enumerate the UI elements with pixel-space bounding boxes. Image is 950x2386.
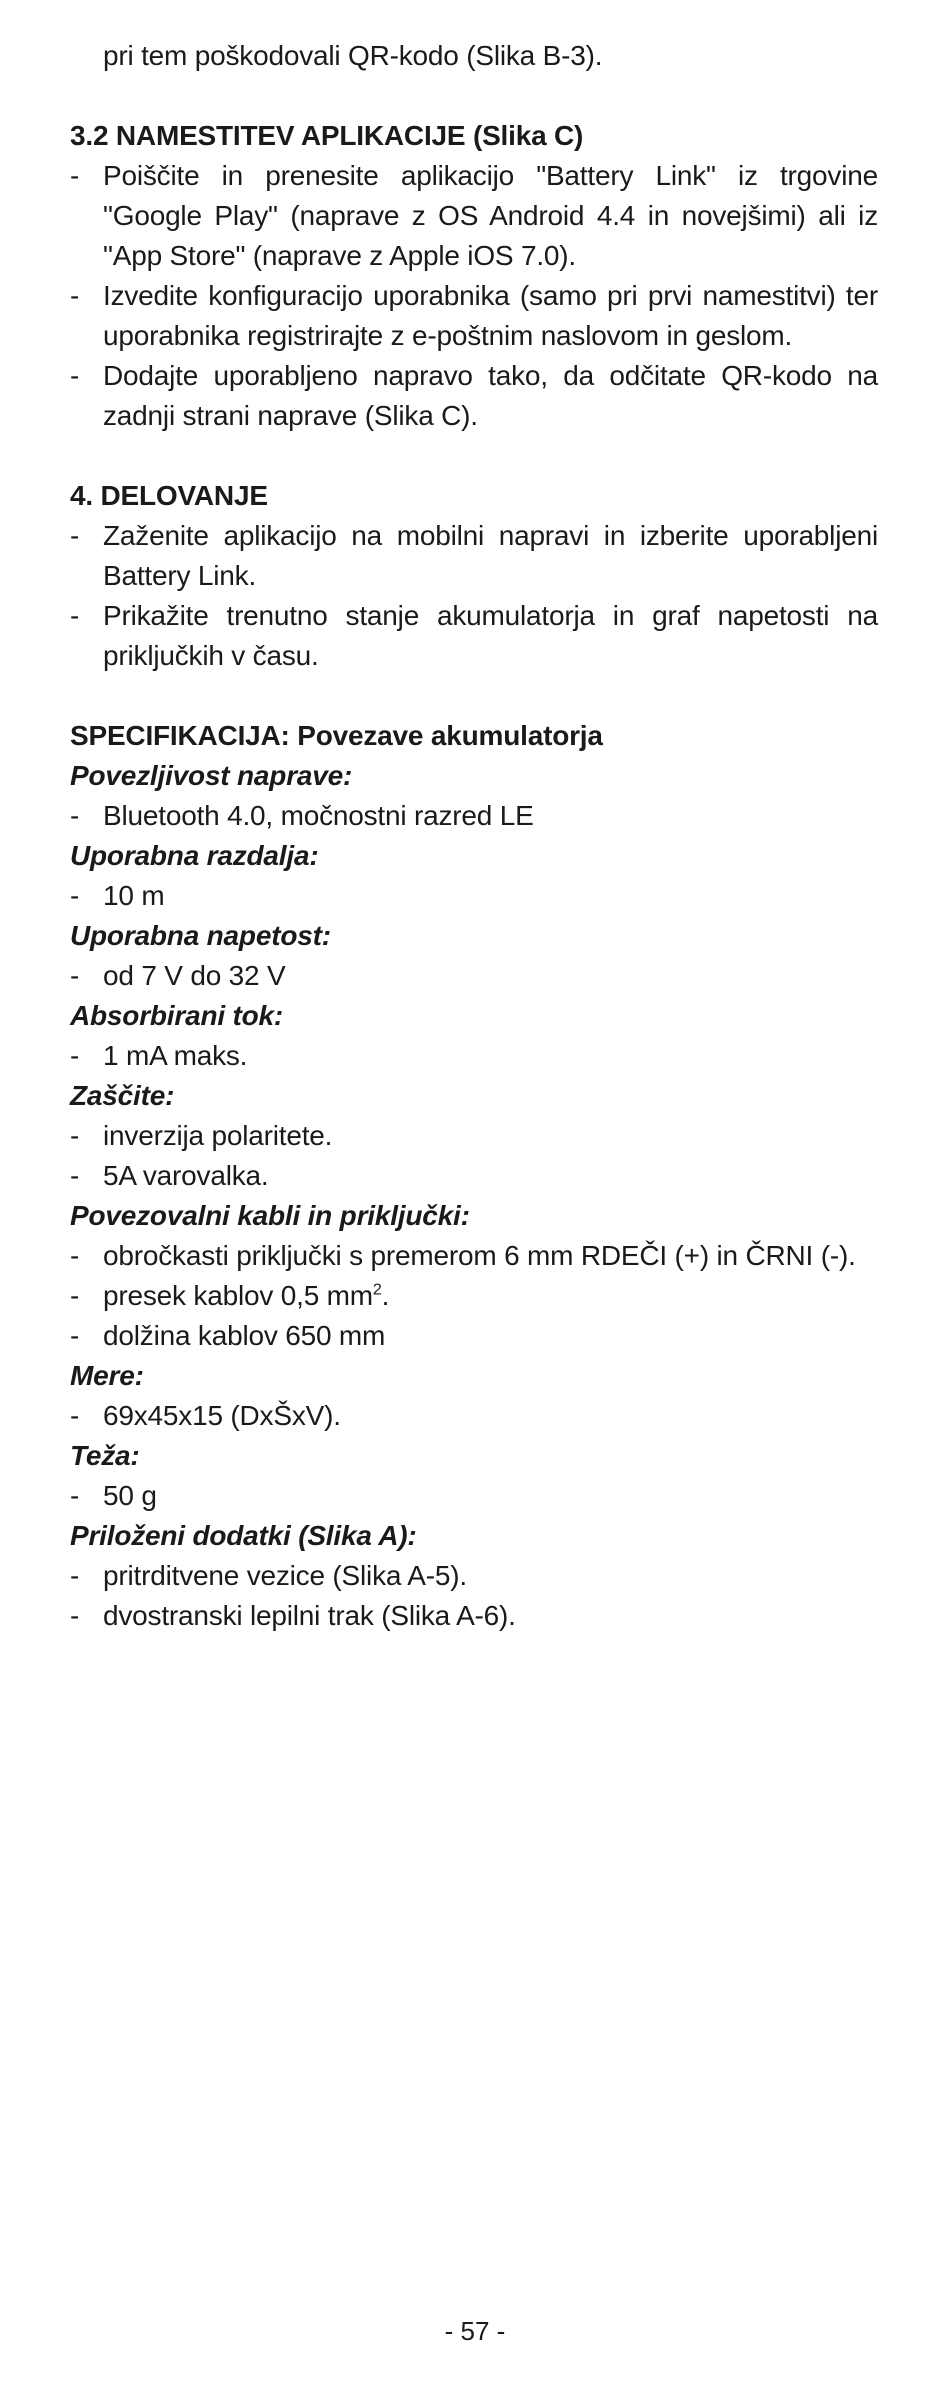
spec-value (70, 1316, 878, 1356)
list-item-text: Prikažite trenutno stanje akumulatorja in graf napetosti na priključkih v času. (103, 600, 878, 671)
manual-page (70, 36, 878, 1636)
list-item (70, 516, 878, 596)
bullet-dash: - (70, 1240, 80, 1271)
spec-value-text: . (381, 1280, 390, 1311)
spec-label-range: Uporabna razdalja: (70, 840, 319, 871)
spec-value-text: presek kablov 0,5 mm (103, 1280, 373, 1311)
list-item-text: Izvedite konfiguracijo uporabnika (samo pri prvi namestitvi) ter uporabnika registrirajte z e-poštnim naslovom in geslom. (103, 280, 878, 351)
spec-value (70, 1116, 878, 1156)
list-item (70, 156, 878, 276)
bullet-dash: - (70, 1320, 80, 1351)
spec-value (70, 1476, 878, 1516)
bullet-dash: - (70, 1160, 80, 1191)
spec-value-text: 5A varovalka. (103, 1160, 269, 1191)
bullet-dash: - (70, 280, 80, 311)
superscript: 2 (372, 1281, 382, 1299)
list-item (70, 276, 878, 356)
section-install-title: 3.2 NAMESTITEV APLIKACIJE (Slika C) (70, 120, 584, 151)
spec-value (70, 1276, 878, 1316)
spec-value-text: 69x45x15 (DxŠxV). (103, 1400, 341, 1431)
spec-value-text: inverzija polaritete. (103, 1120, 333, 1151)
spec-value-text: 50 g (103, 1480, 157, 1511)
bullet-dash: - (70, 360, 80, 391)
section-operation-title: 4. DELOVANJE (70, 480, 268, 511)
list-item (70, 356, 878, 436)
spec-value (70, 956, 878, 996)
spacer (70, 436, 878, 476)
spec-label-voltage: Uporabna napetost: (70, 920, 331, 951)
bullet-dash: - (70, 1480, 80, 1511)
specs-title: SPECIFIKACIJA: Povezave akumulatorja (70, 720, 603, 751)
spec-label-weight: Teža: (70, 1440, 140, 1471)
bullet-dash: - (70, 520, 80, 551)
spec-label-protection: Zaščite: (70, 1080, 175, 1111)
spec-value-text: Bluetooth 4.0, močnostni razred LE (103, 800, 534, 831)
spec-value-text: dvostranski lepilni trak (Slika A-6). (103, 1600, 516, 1631)
spec-label-cables: Povezovalni kabli in priključki: (70, 1200, 470, 1231)
spacer (70, 676, 878, 716)
spec-value-text: pritrditvene vezice (Slika A-5). (103, 1560, 467, 1591)
spec-value-text: 1 mA maks. (103, 1040, 248, 1071)
bullet-dash: - (70, 600, 80, 631)
bullet-dash: - (70, 1120, 80, 1151)
bullet-dash: - (70, 800, 80, 831)
bullet-dash: - (70, 1560, 80, 1591)
intro-line: pri tem poškodovali QR-kodo (Slika B-3). (103, 40, 603, 71)
spec-label-connectivity: Povezljivost naprave: (70, 760, 353, 791)
spec-value (70, 1236, 878, 1276)
spec-value (70, 1036, 878, 1076)
bullet-dash: - (70, 1400, 80, 1431)
spec-value (70, 1556, 878, 1596)
spacer (70, 76, 878, 116)
spec-label-accessories: Priloženi dodatki (Slika A): (70, 1520, 417, 1551)
spec-value (70, 1396, 878, 1436)
list-item-text: Poiščite in prenesite aplikacijo "Battery Link" iz trgovine "Google Play" (naprave z OS Android 4.4 in novejšimi) ali iz "App Store" (naprave z Apple iOS 7.0). (103, 160, 878, 271)
bullet-dash: - (70, 1600, 80, 1631)
spec-value (70, 876, 878, 916)
spec-value (70, 1596, 878, 1636)
bullet-dash: - (70, 1040, 80, 1071)
bullet-dash: - (70, 160, 80, 191)
list-item-text: Dodajte uporabljeno napravo tako, da odčitate QR-kodo na zadnji strani naprave (Slika C). (103, 360, 878, 431)
bullet-dash: - (70, 960, 80, 991)
spec-value-text: 10 m (103, 880, 165, 911)
bullet-dash: - (70, 1280, 80, 1311)
spec-value-text: dolžina kablov 650 mm (103, 1320, 386, 1351)
spec-value-text: obročkasti priključki s premerom 6 mm RDEČI (+) in ČRNI (-). (103, 1240, 856, 1271)
bullet-dash: - (70, 880, 80, 911)
spec-label-dimensions: Mere: (70, 1360, 144, 1391)
list-item (70, 596, 878, 676)
spec-value (70, 796, 878, 836)
list-item-text: Zaženite aplikacijo na mobilni napravi in izberite uporabljeni Battery Link. (103, 520, 878, 591)
page-number: - 57 - (444, 2316, 506, 2346)
spec-value (70, 1156, 878, 1196)
spec-label-current: Absorbirani tok: (70, 1000, 284, 1031)
spec-value-text: od 7 V do 32 V (103, 960, 286, 991)
